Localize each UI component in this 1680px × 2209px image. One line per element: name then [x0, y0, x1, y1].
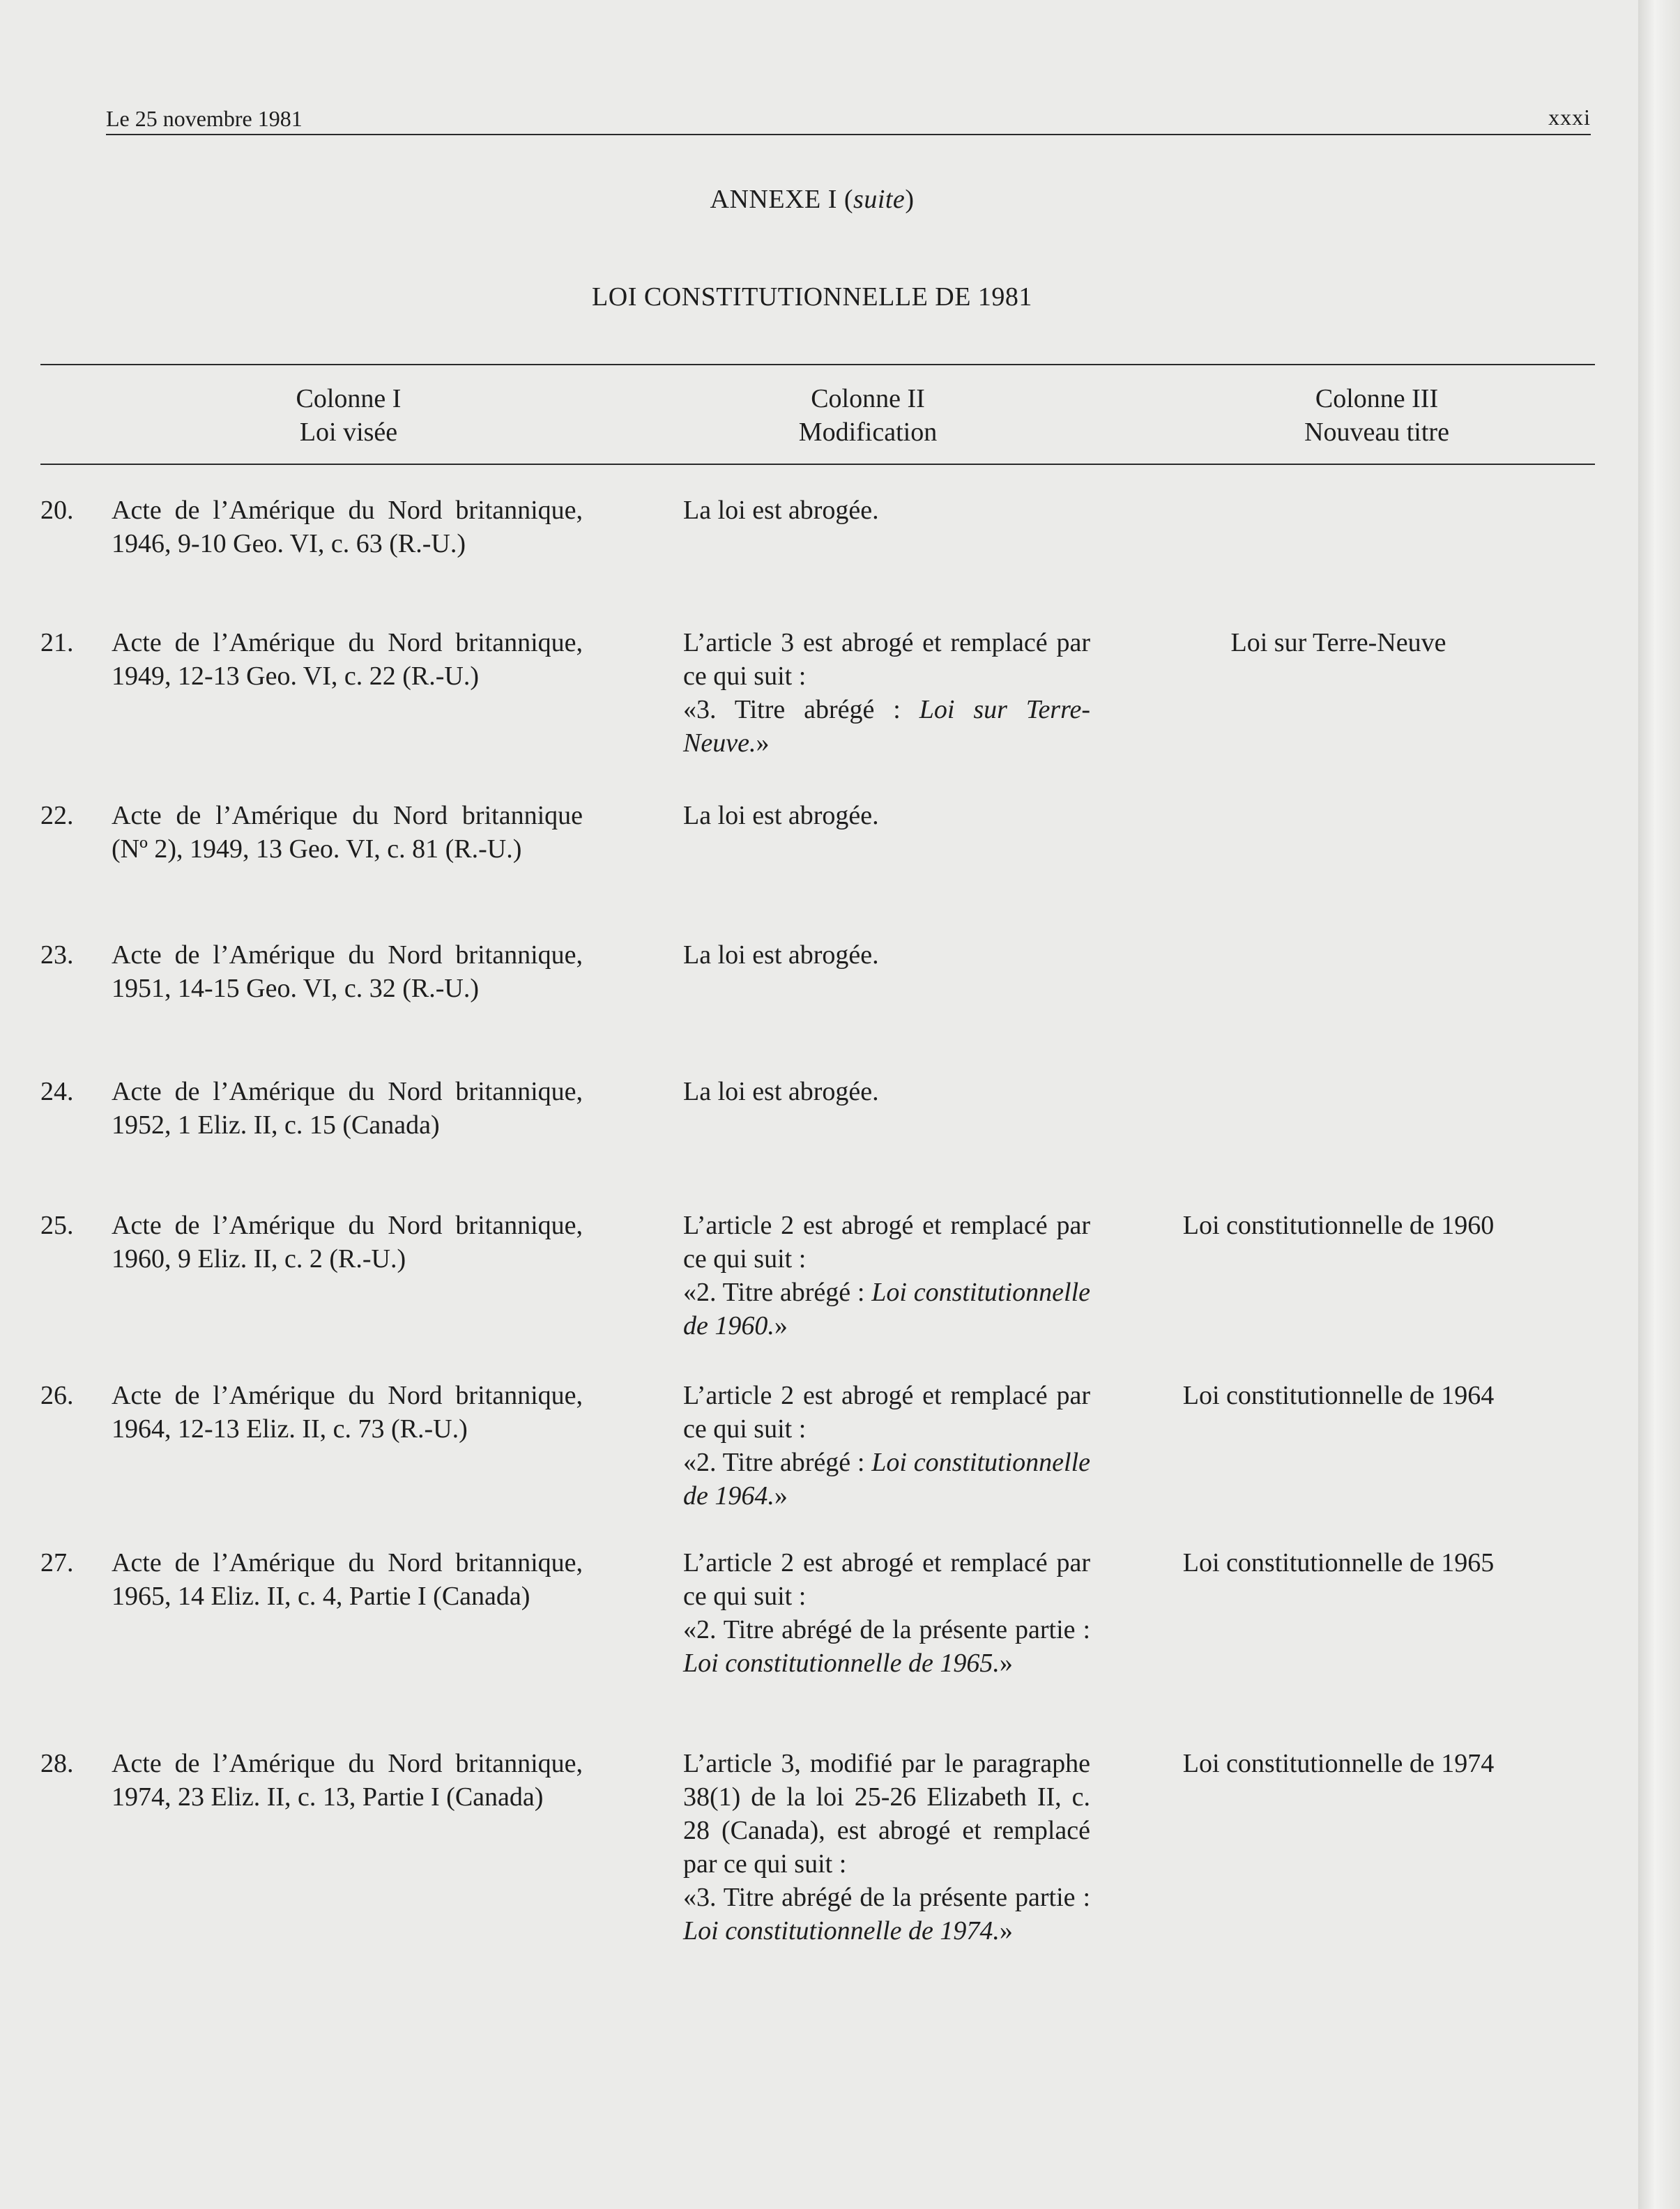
page-edge — [1638, 0, 1680, 2209]
new-title: Loi constitutionnelle de 1974 — [1182, 1749, 1495, 1778]
amendment-text: L’article 2 est abrogé et remplacé par ce qui suit : — [683, 1548, 1090, 1611]
quote-italic: Loi constitutionnelle de 1964. — [683, 1448, 1091, 1511]
page-number: xxxi — [1548, 105, 1591, 130]
column-header-3-line2: Nouveau titre — [1304, 418, 1449, 447]
row-number: 23. — [40, 940, 74, 970]
new-title: Loi sur Terre-Neuve — [1230, 628, 1446, 657]
amendment-text: L’article 3, modifié par le paragraphe 38(1) de la loi 25-26 Elizabeth II, c. 28 (Canada), est abrogé et remplacé par ce qui suit : — [683, 1749, 1090, 1879]
row-number: 28. — [40, 1749, 74, 1778]
quote-italic: Loi constitutionnelle de 1960. — [683, 1278, 1091, 1340]
column-header-2-line1: Colonne II — [811, 384, 925, 413]
quote-end: » — [999, 1649, 1013, 1678]
new-title: Loi constitutionnelle de 1960 — [1182, 1211, 1495, 1240]
amendment — [655, 1379, 1090, 1513]
column-header-3 — [1199, 382, 1555, 449]
new-title: Loi constitutionnelle de 1964 — [1182, 1381, 1495, 1410]
quote-end: » — [774, 1311, 788, 1340]
annex-suffix: suite — [853, 185, 906, 214]
act-affected: Acte de l’Amérique du Nord britannique, 1964, 12-13 Eliz. II, c. 73 (R.-U.) — [112, 1381, 583, 1444]
amendment-text: L’article 2 est abrogé et remplacé par ce qui suit : — [683, 1381, 1090, 1444]
quote-italic: Loi constitutionnelle de 1974. — [683, 1916, 1000, 1946]
column-header-1-line2: Loi visée — [299, 418, 398, 447]
row-number: 20. — [40, 496, 74, 525]
running-head — [106, 105, 1591, 135]
law-title: LOI CONSTITUTIONNELLE DE 1981 — [592, 282, 1032, 312]
amendment — [655, 1546, 1090, 1680]
quote-text: «3. Titre abrégé : — [683, 695, 919, 724]
row-number: 24. — [40, 1077, 74, 1106]
amendment-text: La loi est abrogée. — [683, 801, 879, 830]
amendment-quote — [655, 1613, 1090, 1680]
quote-italic: Loi constitutionnelle de 1965. — [683, 1649, 1000, 1678]
amendment-quote — [655, 693, 1090, 760]
amendment — [655, 626, 1090, 760]
act-affected: Acte de l’Amérique du Nord britannique, 1951, 14-15 Geo. VI, c. 32 (R.-U.) — [112, 940, 583, 1003]
amendment-text: L’article 2 est abrogé et remplacé par ce qui suit : — [683, 1211, 1090, 1274]
quote-italic: Loi sur Terre-Neuve. — [683, 695, 1090, 758]
row-number: 25. — [40, 1211, 74, 1240]
act-affected: Acte de l’Amérique du Nord britannique, 1949, 12-13 Geo. VI, c. 22 (R.-U.) — [112, 628, 583, 691]
act-affected: Acte de l’Amérique du Nord britannique, 1946, 9-10 Geo. VI, c. 63 (R.-U.) — [112, 496, 583, 558]
new-title: Loi constitutionnelle de 1965 — [1182, 1548, 1495, 1577]
header-date: Le 25 novembre 1981 — [106, 106, 303, 131]
column-header-3-line1: Colonne III — [1315, 384, 1439, 413]
annex-title: ANNEXE I (suite) — [710, 185, 915, 214]
amendment-quote — [655, 1446, 1090, 1513]
amendment-quote — [655, 1276, 1090, 1343]
column-header-1 — [209, 382, 488, 449]
annex-label: ANNEXE I — [710, 185, 837, 214]
amendment-text: La loi est abrogée. — [683, 496, 879, 525]
act-affected: Acte de l’Amérique du Nord britannique, 1952, 1 Eliz. II, c. 15 (Canada) — [112, 1077, 583, 1140]
amendment-quote — [655, 1881, 1090, 1948]
column-header-2-line2: Modification — [798, 418, 938, 447]
act-affected: Acte de l’Amérique du Nord britannique, 1974, 23 Eliz. II, c. 13, Partie I (Canada) — [112, 1749, 583, 1812]
table-header-rule — [40, 464, 1595, 465]
row-number: 21. — [40, 628, 74, 657]
column-header-2 — [697, 382, 1039, 449]
quote-text: «2. Titre abrégé de la présente partie : — [683, 1615, 1090, 1644]
amendment-text: La loi est abrogée. — [683, 1077, 879, 1106]
amendment — [655, 1747, 1090, 1948]
quote-end: » — [756, 728, 770, 758]
row-number: 22. — [40, 801, 74, 830]
row-number: 26. — [40, 1381, 74, 1410]
column-header-1-line1: Colonne I — [296, 384, 402, 413]
quote-text: «2. Titre abrégé : — [683, 1278, 872, 1307]
quote-end: » — [999, 1916, 1013, 1946]
quote-text: «2. Titre abrégé : — [683, 1448, 872, 1477]
row-number: 27. — [40, 1548, 74, 1577]
quote-end: » — [774, 1481, 788, 1511]
amendment — [655, 1209, 1090, 1343]
act-affected: Acte de l’Amérique du Nord britannique (Nº 2), 1949, 13 Geo. VI, c. 81 (R.-U.) — [112, 801, 583, 864]
table-top-rule — [40, 364, 1595, 365]
quote-text: «3. Titre abrégé de la présente partie : — [683, 1883, 1090, 1912]
amendment-text: L’article 3 est abrogé et remplacé par ce qui suit : — [683, 628, 1090, 691]
act-affected: Acte de l’Amérique du Nord britannique, 1965, 14 Eliz. II, c. 4, Partie I (Canada) — [112, 1548, 583, 1611]
act-affected: Acte de l’Amérique du Nord britannique, 1960, 9 Eliz. II, c. 2 (R.-U.) — [112, 1211, 583, 1274]
amendment-text: La loi est abrogée. — [683, 940, 879, 970]
